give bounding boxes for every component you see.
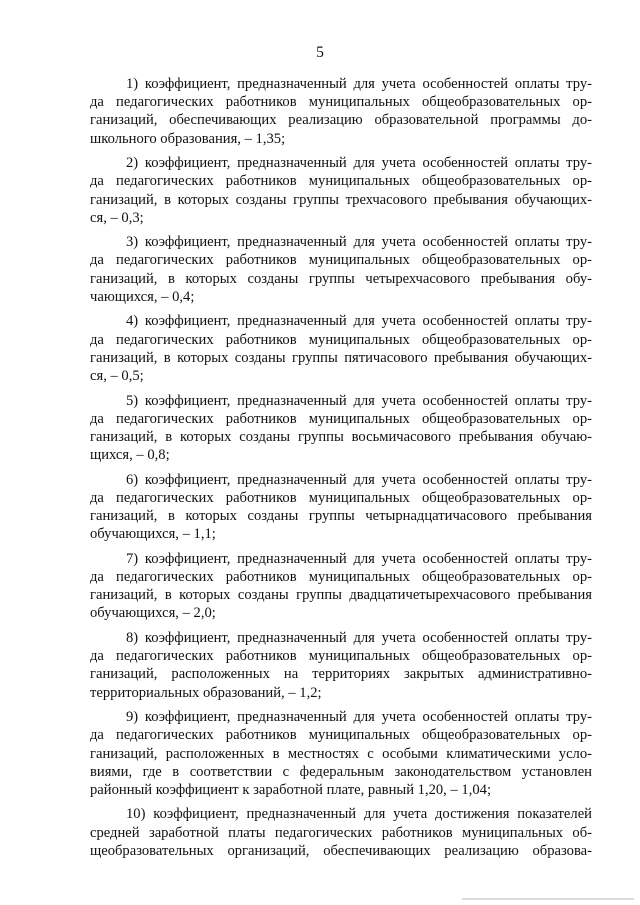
text-line: да педагогических работников муниципальных общеобразовательных ор- — [90, 569, 592, 586]
list-item — [90, 471, 592, 544]
text-line: виями, где в соответствии с федеральным законодательством установлен — [90, 763, 592, 780]
text-line: чающихся, – 0,4; — [90, 288, 195, 305]
text-line: щихся, – 0,8; — [90, 447, 170, 464]
text-line: щеобразовательных организаций, обеспечивающих реализацию образова- — [90, 842, 592, 859]
text-line: обучающихся, – 2,0; — [90, 605, 216, 622]
text-line: 5) коэффициент, предназначенный для учета особенностей оплаты тру- — [126, 392, 592, 409]
text-line: да педагогических работников муниципальных общеобразовательных ор- — [90, 410, 592, 427]
list-item — [90, 805, 592, 860]
text-line: да педагогических работников муниципальных общеобразовательных ор- — [90, 648, 592, 665]
text-line: районный коэффициент к заработной плате, равный 1,20, – 1,04; — [90, 781, 492, 798]
page-number: 5 — [316, 44, 324, 61]
text-line: ганизаций, в которых созданы группы трехчасового пребывания обучающих- — [90, 191, 592, 208]
text-line: да педагогических работников муниципальных общеобразовательных ор- — [90, 94, 592, 111]
text-line: 2) коэффициент, предназначенный для учета особенностей оплаты тру- — [126, 155, 592, 172]
list-item — [90, 154, 592, 227]
text-line: ганизаций, расположенных в местностях с особыми климатическими усло- — [90, 745, 592, 762]
text-line: 3) коэффициент, предназначенный для учета особенностей оплаты тру- — [126, 234, 592, 251]
text-line: ся, – 0,3; — [90, 209, 144, 226]
list-item — [90, 550, 592, 623]
list-item — [90, 233, 592, 306]
document-body — [90, 75, 592, 866]
text-line: да педагогических работников муниципальных общеобразовательных ор- — [90, 489, 592, 506]
text-line: ганизаций, обеспечивающих реализацию образовательной программы до- — [90, 112, 592, 129]
text-line: да педагогических работников муниципальных общеобразовательных ор- — [90, 252, 592, 269]
text-line: средней заработной платы педагогических работников муниципальных об- — [90, 824, 592, 841]
text-line: да педагогических работников муниципальных общеобразовательных ор- — [90, 727, 592, 744]
text-line: ганизаций, в которых созданы группы четырехчасового пребывания обу- — [90, 270, 592, 287]
text-line: 6) коэффициент, предназначенный для учета особенностей оплаты тру- — [126, 471, 592, 488]
text-line: 10) коэффициент, предназначенный для учета достижения показателей — [126, 806, 592, 823]
list-item — [90, 708, 592, 799]
text-line: ганизаций, в которых созданы группы пятичасового пребывания обучающих- — [90, 349, 592, 366]
text-line: ганизаций, в которых созданы группы восьмичасового пребывания обучаю- — [90, 428, 592, 445]
text-line: ганизаций, в которых созданы группы двадцатичетырехчасового пребывания — [90, 587, 592, 604]
text-line: территориальных образований, – 1,2; — [90, 684, 322, 701]
list-item — [90, 312, 592, 385]
text-line: ганизаций, расположенных на территориях закрытых административно- — [90, 666, 592, 683]
text-line: 4) коэффициент, предназначенный для учета особенностей оплаты тру- — [126, 313, 592, 330]
list-item — [90, 629, 592, 702]
text-line: 8) коэффициент, предназначенный для учета особенностей оплаты тру- — [126, 629, 592, 646]
text-line: 9) коэффициент, предназначенный для учета особенностей оплаты тру- — [126, 709, 592, 726]
text-line: ганизаций, в которых созданы группы четырнадцатичасового пребывания — [90, 508, 592, 525]
list-item — [90, 392, 592, 465]
text-line: да педагогических работников муниципальных общеобразовательных ор- — [90, 173, 592, 190]
text-line: 1) коэффициент, предназначенный для учета особенностей оплаты тру- — [126, 76, 592, 92]
list-item — [90, 75, 592, 148]
text-line: обучающихся, – 1,1; — [90, 526, 216, 543]
text-line: да педагогических работников муниципальных общеобразовательных ор- — [90, 331, 592, 348]
scan-edge-mark — [462, 898, 634, 900]
text-line: школьного образования, – 1,35; — [90, 130, 286, 147]
text-line: 7) коэффициент, предназначенный для учета особенностей оплаты тру- — [126, 550, 592, 567]
text-line: ся, – 0,5; — [90, 367, 144, 384]
